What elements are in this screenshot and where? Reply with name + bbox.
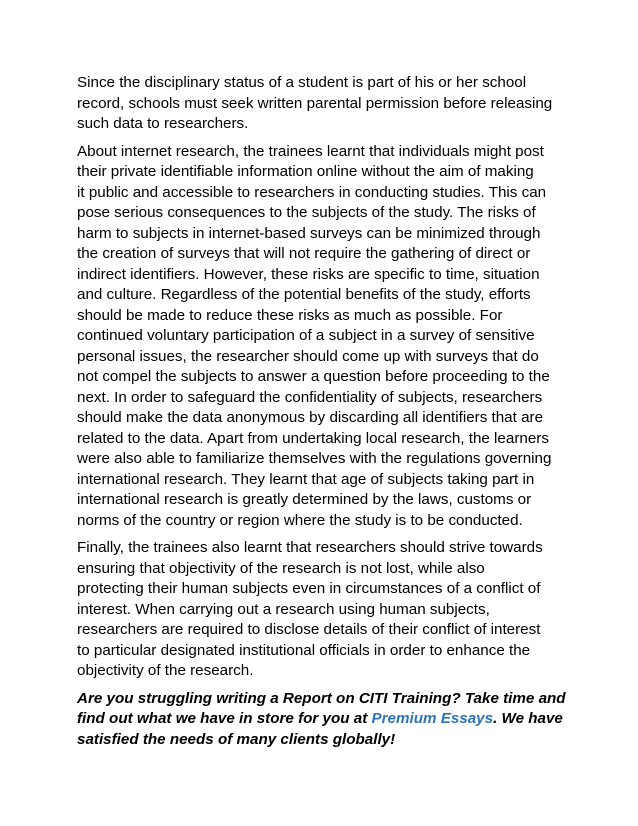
cta-line <box>77 709 567 730</box>
call-to-action <box>77 689 567 751</box>
text-line: and culture. Regardless of the potential benefits of the study, efforts <box>77 286 531 303</box>
text-line: should be made to reduce these risks as much as possible. For <box>77 306 503 324</box>
text-line: Finally, the trainees also learnt that researchers should strive towards <box>77 539 543 556</box>
text-line: related to the data. Apart from undertaking local research, the learners <box>77 429 549 447</box>
premium-essays-link[interactable]: Premium Essays <box>371 710 494 727</box>
text-line: not compel the subjects to answer a question before proceeding to the <box>77 368 550 385</box>
text-line: it public and accessible to researchers in conducting studies. This can <box>77 183 547 201</box>
text-line: continued voluntary participation of a subject in a survey of sensitive <box>77 327 535 344</box>
text-line: their private identifiable information online without the aim of making <box>77 163 534 180</box>
cta-line: Are you struggling writing a Report on CITI Training? Take time and <box>77 689 566 707</box>
text-line: personal issues, the researcher should come up with surveys that do <box>77 347 539 365</box>
text-line: interest. When carrying out a research using human subjects, <box>77 600 490 618</box>
text-line: the creation of surveys that will not require the gathering of direct or <box>77 245 531 262</box>
text-line: pose serious consequences to the subjects of the study. The risks of <box>77 204 536 221</box>
text-line: international research. They learnt that age of subjects taking part in <box>77 470 535 488</box>
text-line: were also able to familiarize themselves with the regulations governing <box>77 450 552 467</box>
text-line: ensuring that objectivity of the research is not lost, while also <box>77 559 485 577</box>
text-line: objectivity of the research. <box>77 662 254 679</box>
cta-line: satisfied the needs of many clients globally! <box>77 730 396 748</box>
paragraph-internet-research <box>77 142 567 532</box>
text-line: record, schools must seek written parental permission before releasing <box>77 94 553 112</box>
text-line: such data to researchers. <box>77 115 249 132</box>
text-line: next. In order to safeguard the confidentiality of subjects, researchers <box>77 388 543 406</box>
text-line: researchers are required to disclose details of their conflict of interest <box>77 621 541 638</box>
text-line: harm to subjects in internet-based surveys can be minimized through <box>77 224 541 242</box>
text-line: About internet research, the trainees learnt that individuals might post <box>77 142 544 160</box>
text-line: norms of the country or region where the study is to be conducted. <box>77 511 523 529</box>
paragraph-conflict-of-interest <box>77 538 567 682</box>
text-line: protecting their human subjects even in circumstances of a conflict of <box>77 580 541 597</box>
cta-text: find out what we have in store for you at <box>77 710 372 727</box>
cta-text: . We have <box>493 710 563 727</box>
paragraph-parental-permission <box>77 73 567 135</box>
text-line: Since the disciplinary status of a student is part of his or her school <box>77 74 527 91</box>
text-line: indirect identifiers. However, these risks are specific to time, situation <box>77 265 540 283</box>
text-line: international research is greatly determined by the laws, customs or <box>77 491 532 508</box>
text-line: to particular designated institutional officials in order to enhance the <box>77 641 531 659</box>
document-body <box>77 73 567 757</box>
text-line: should make the data anonymous by discarding all identifiers that are <box>77 409 544 426</box>
